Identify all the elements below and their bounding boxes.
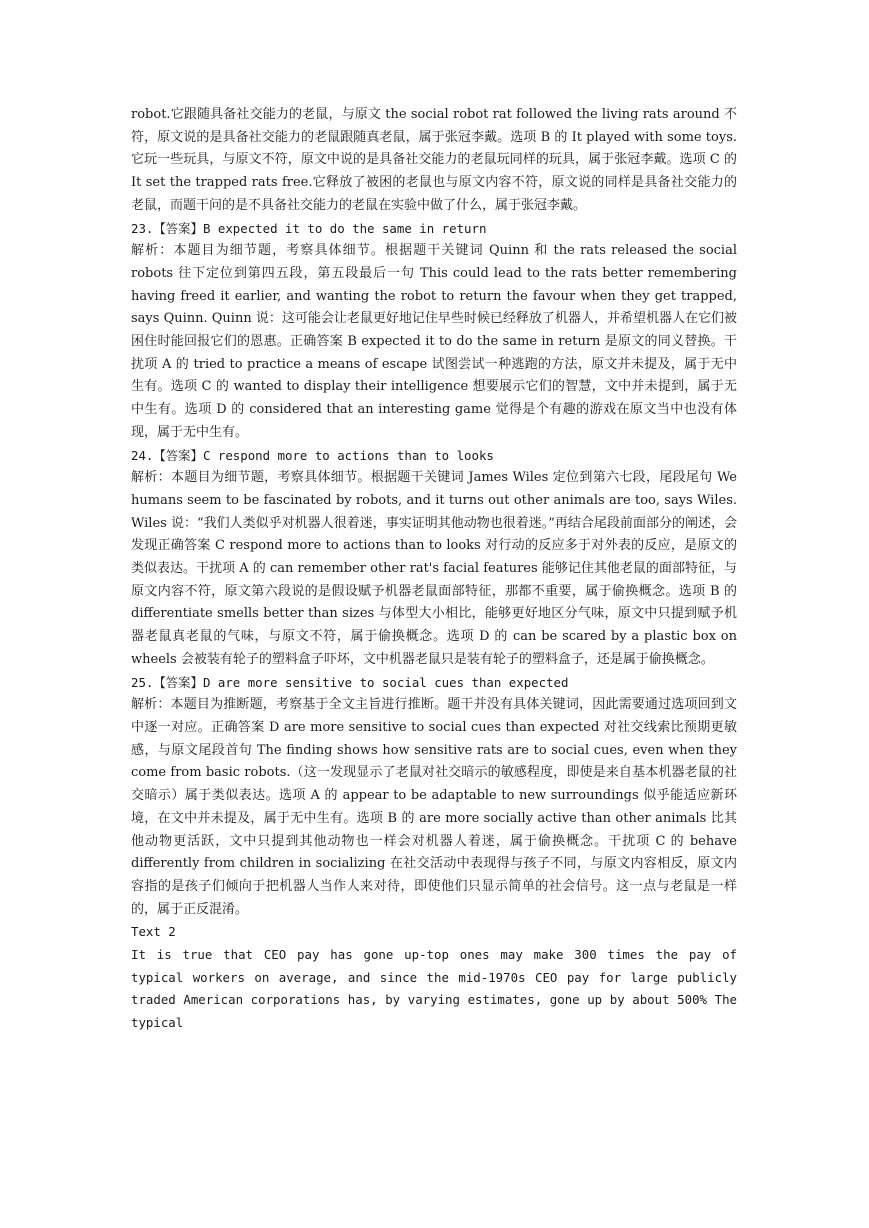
analysis-23: 解析：本题目为细节题，考察具体细节。根据题干关键词 Quinn 和 the rats released the social robots 往下定位到第四五段，第五段最后一句 This could lead to the rats better remembering having freed it earlier, and wanting the robot to return the favour when they get trapped, says Quinn. Quinn 说：这可能会让老鼠更好地记住早些时候已经释放了机器人，并希望机器人在它们被困住时能回报它们的恩惠。正确答案 B expected it to do the same in return 是原文的同义替换。干扰项 A 的 tried to practice a means of escape 试图尝试一种逃跑的方法，原文并未提及，属于无中生有。选项 C 的 wanted to display their intelligence 想要展示它们的智慧，文中并未提到，属于无中生有。选项 D 的 considered that an interesting game 觉得是个有趣的游戏在原文当中也没有体现，属于无中生有。 — [131, 243, 737, 440]
text-2-paragraph: It is true that CEO pay has gone up-top ones may make 300 times the pay of typical workers on average, and since the mid-1970s CEO pay for large publicly traded American corporations has, by varying estimates, gone up by about 500% The typical — [131, 947, 737, 1031]
paragraph-q22-analysis-continued: robot.它跟随具备社交能力的老鼠，与原文 the social robot rat followed the living rats around 不符，原文说的是具备社交能力的老鼠跟随真老鼠，属于张冠李戴。选项 B 的 It played with some toys.它玩一些玩具，与原文不符，原文中说的是具备社交能力的老鼠玩同样的玩具，属于张冠李戴。选项 C 的 It set the trapped rats free.它释放了被困的老鼠也与原文内容不符，原文说的同样是具备社交能力的老鼠，而题干问的是不具备社交能力的老鼠在实验中做了什么，属于张冠李戴。 — [131, 107, 737, 213]
section-heading-text-2: Text 2 — [131, 924, 176, 940]
analysis-24: 解析：本题目为细节题，考察具体细节。根据题干关键词 James Wiles 定位到第六七段，尾段尾句 We humans seem to be fascinated by robots, and it turns out other animals are too, says Wiles. Wiles 说：“我们人类似乎对机器人很着迷，事实证明其他动物也很着迷。”再结合尾段前面部分的阐述，会发现正确答案 C respond more to actions than to looks 对行动的反应多于对外表的反应，是原文的类似表达。干扰项 A 的 can remember other rat's facial features 能够记住其他老鼠的面部特征，与原文内容不符，原文第六段说的是假设赋予机器老鼠面部特征，那都不重要，属于偷换概念。选项 B 的 differentiate smells better than sizes 与体型大小相比，能够更好地区分气味，原文中只提到赋予机器老鼠真老鼠的气味，与原文不符，属于偷换概念。选项 D 的 can be scared by a plastic box on wheels 会被装有轮子的塑料盒子吓坏，文中机器老鼠只是装有轮子的塑料盒子，还是属于偷换概念。 — [131, 470, 737, 667]
answer-24: 24.【答案】C respond more to actions than to looks — [131, 447, 494, 463]
answer-23: 23.【答案】B expected it to do the same in return — [131, 220, 487, 236]
document-page — [131, 104, 737, 1035]
answer-25: 25.【答案】D are more sensitive to social cues than expected — [131, 674, 569, 690]
analysis-25: 解析：本题目为推断题，考察基于全文主旨进行推断。题干并没有具体关键词，因此需要通过选项回到文中逐一对应。正确答案 D are more sensitive to social cues than expected 对社交线索比预期更敏感，与原文尾段首句 The finding shows how sensitive rats are to social cues, even when they come from basic robots.（这一发现显示了老鼠对社交暗示的敏感程度，即使是来自基本机器老鼠的社交暗示）属于类似表达。选项 A 的 appear to be adaptable to new surroundings 似乎能适应新环境，在文中并未提及，属于无中生有。选项 B 的 are more socially active than other animals 比其他动物更活跃，文中只提到其他动物也一样会对机器人着迷，属于偷换概念。干扰项 C 的 behave differently from children in socializing 在社交活动中表现得与孩子不同，与原文内容相反，原文内容指的是孩子们倾向于把机器人当作人来对待，即使他们只显示简单的社会信号。这一点与老鼠是一样的，属于正反混淆。 — [131, 697, 737, 917]
